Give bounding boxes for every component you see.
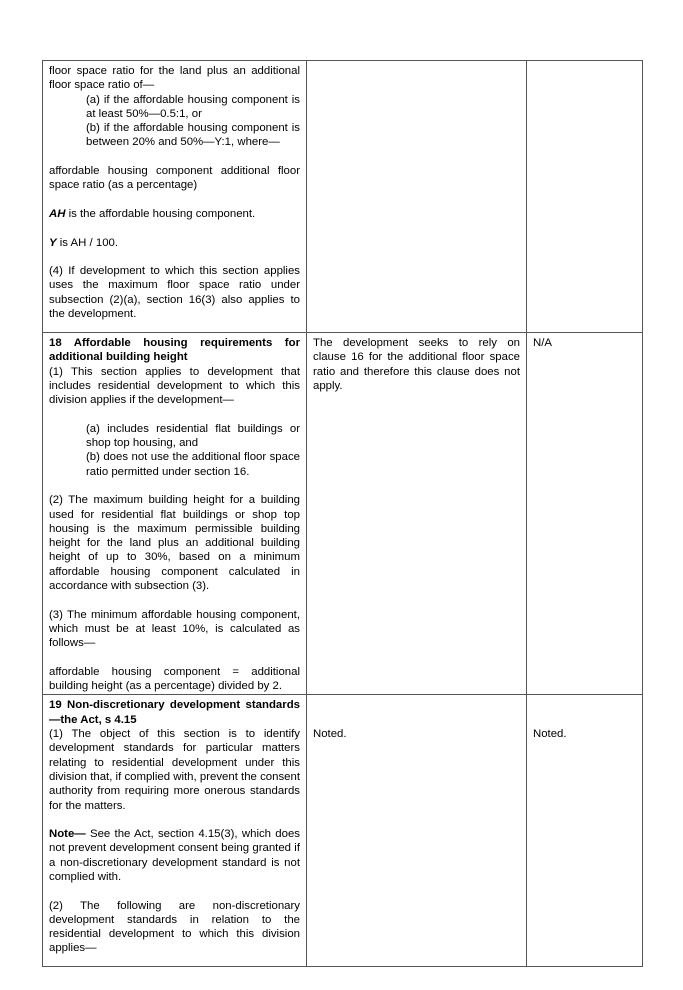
definition-term: AH — [49, 207, 66, 220]
definition-text: is AH / 100. — [56, 236, 119, 249]
clause-text: (2) The following are non-discretionary development standards in relation to the residential development to which this division applies— — [49, 899, 300, 955]
clause-text: (1) This section applies to development that includes residential development to which this division applies if the development— — [49, 365, 300, 407]
definition-text: is the affordable housing component. — [65, 207, 256, 220]
comment-text: Noted. — [313, 728, 347, 741]
clause-note — [49, 827, 300, 884]
clause-text: floor space ratio for the land plus an additional floor space ratio of— — [49, 65, 300, 92]
clause-text: (4) If development to which this section applies uses the maximum floor space ratio under subsection (2)(a), section 16(3) also applies to the development. — [49, 265, 300, 321]
clause-formula: affordable housing component = additional building height (as a percentage) divided by 2. — [49, 665, 300, 693]
compliance-text: Noted. — [533, 728, 567, 741]
clause-cell — [43, 61, 307, 333]
clause-subitem: (b) if the affordable housing component is between 20% and 50%—Y:1, where— — [86, 122, 300, 149]
clause-subitem: (a) includes residential flat buildings or shop top housing, and — [86, 422, 300, 450]
clause-text: (2) The maximum building height for a building used for residential flat buildings or shop top housing is the maximum permissible building height for the land plus an additional building height of up to 30%, based on a minimum affordable housing component calculated in accordance with subsection (3). — [49, 494, 300, 593]
compliance-cell — [527, 61, 643, 333]
clause-formula: affordable housing component additional floor space ratio (as a percentage) — [49, 165, 300, 192]
note-label: Note— — [49, 828, 86, 841]
clause-cell — [43, 333, 307, 695]
compliance-cell: N/A — [527, 333, 643, 695]
clause-heading: 19 Non-discretionary development standards—the Act, s 4.15 — [49, 699, 300, 726]
comment-cell — [307, 695, 527, 967]
table-row — [43, 695, 643, 967]
comment-text: The development seeks to rely on clause 16 for the additional floor space ratio and therefore this clause does not apply. — [313, 337, 520, 392]
clause-definition — [49, 236, 300, 250]
clause-heading: 18 Affordable housing requirements for additional building height — [49, 337, 300, 364]
note-text: See the Act, section 4.15(3), which does not prevent development consent being granted if a non-discretionary development standard is not complied with. — [49, 828, 300, 883]
clause-subitem: (a) if the affordable housing component is at least 50%—0.5:1, or — [86, 93, 300, 120]
compliance-table — [42, 60, 643, 967]
comment-cell — [307, 61, 527, 333]
table-row — [43, 61, 643, 333]
comment-cell — [307, 333, 527, 695]
clause-subitem: (b) does not use the additional floor space ratio permitted under section 16. — [86, 451, 300, 478]
table-row — [43, 333, 643, 695]
compliance-cell — [527, 695, 643, 967]
clause-text: (1) The object of this section is to identify development standards for particular matters relating to residential development under this division that, if complied with, prevent the consent authority from requiring more onerous standards for the matters. — [49, 728, 300, 812]
clause-cell — [43, 695, 307, 967]
clause-text: (3) The minimum affordable housing component, which must be at least 10%, is calculated as follows— — [49, 608, 300, 650]
definition-term: Y — [49, 236, 57, 249]
clause-definition — [49, 207, 300, 221]
